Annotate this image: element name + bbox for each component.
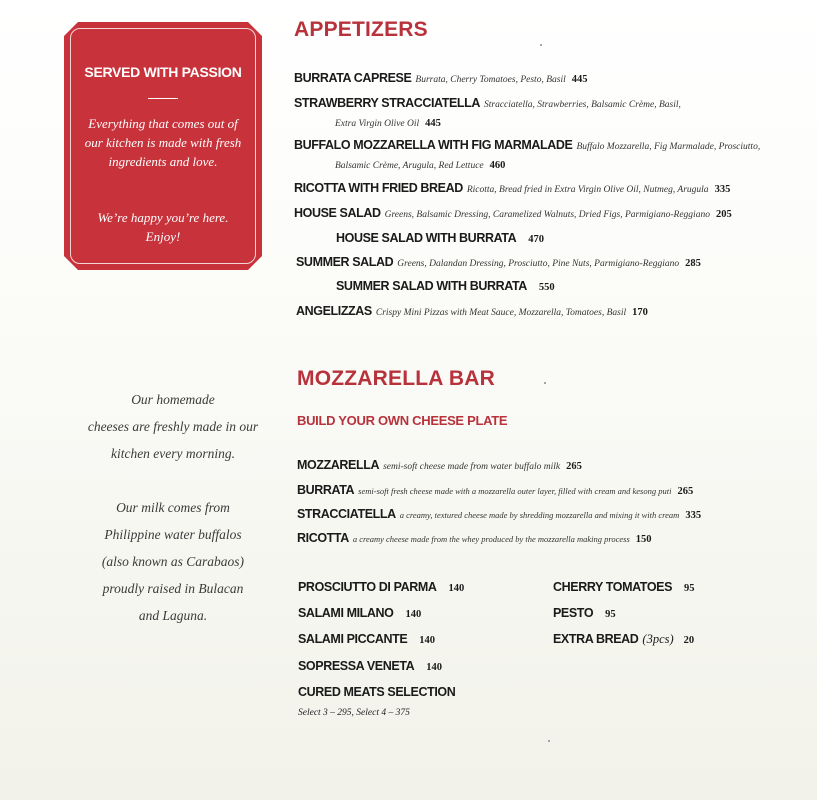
menu-item-strawberry-stracciatella (294, 96, 681, 111)
card-divider (148, 98, 178, 99)
item-price: 95 (605, 609, 616, 620)
item-price: 140 (405, 609, 422, 620)
item-desc: Greens, Balsamic Dressing, Caramelized Walnuts, Dried Figs, Parmigiano-Reggiano (384, 210, 710, 220)
paper-speck (540, 44, 542, 46)
note-line: kitchen every morning. (110, 446, 236, 461)
item-price: 460 (489, 160, 506, 171)
item-price: 140 (426, 662, 442, 673)
milk-source-note (78, 494, 268, 629)
item-price: 285 (685, 258, 701, 269)
menu-item-angelizzas (296, 304, 648, 319)
menu-item-house-salad-burrata (336, 231, 544, 246)
note-line: Our milk comes from (116, 500, 230, 515)
item-price: 140 (448, 583, 465, 594)
item-desc-line2: Extra Virgin Olive Oil (335, 119, 420, 129)
menu-item-burrata-caprese (294, 71, 587, 86)
menu-item-ricotta-fried-bread (294, 181, 730, 196)
served-with-passion-card (64, 22, 262, 270)
item-name: BURRATA CAPRESE (294, 71, 412, 85)
menu-item-house-salad (294, 206, 732, 221)
side-item-extra-bread (553, 632, 694, 647)
item-price: 150 (635, 534, 652, 545)
paper-speck (544, 382, 546, 384)
card-title: SERVED WITH PASSION (84, 64, 242, 80)
item-name: RICOTTA WITH FRIED BREAD (294, 181, 463, 195)
item-name: RICOTTA (297, 531, 349, 545)
item-desc-line2: Balsamic Crème, Arugula, Red Lettuce (335, 161, 484, 171)
item-price: 445 (571, 74, 588, 85)
cheese-item-stracciatella (297, 507, 701, 522)
item-price: 95 (684, 583, 695, 594)
menu-item-summer-salad (296, 255, 701, 270)
item-price: 140 (419, 635, 436, 646)
cured-selection-pricing: Select 3 – 295, Select 4 – 375 (298, 708, 410, 718)
item-desc: Buffalo Mozzarella, Fig Marmalade, Prosciutto, (576, 142, 761, 152)
cheese-plate-subheading: BUILD YOUR OWN CHEESE PLATE (297, 413, 508, 428)
item-name: HOUSE SALAD (294, 206, 381, 220)
appetizers-heading: APPETIZERS (294, 18, 428, 41)
item-desc: Ricotta, Bread fried in Extra Virgin Olive Oil, Nutmeg, Arugula (466, 185, 709, 195)
homemade-cheese-note (78, 386, 268, 467)
meat-item-sopressa-veneta (298, 659, 442, 674)
item-price: 265 (566, 461, 582, 472)
note-line: proudly raised in Bulacan (102, 581, 244, 596)
item-name: SUMMER SALAD (296, 255, 394, 269)
cheese-item-ricotta (297, 531, 652, 546)
note-line: cheeses are freshly made in our (87, 419, 259, 434)
note-line: Our homemade (131, 392, 215, 407)
item-name: STRACCIATELLA (297, 507, 396, 521)
item-desc: Crispy Mini Pizzas with Meat Sauce, Mozzarella, Tomatoes, Basil (375, 308, 627, 318)
item-name: SOPRESSA VENETA (298, 659, 415, 673)
meat-item-salami-piccante (298, 632, 435, 647)
meat-item-salami-milano (298, 606, 421, 621)
item-price: 335 (714, 184, 731, 195)
item-price: 20 (683, 635, 695, 646)
menu-item-summer-salad-burrata (336, 279, 555, 294)
item-name: PROSCIUTTO DI PARMA (298, 580, 437, 594)
cheese-item-burrata (297, 483, 693, 498)
note-line: Philippine water buffalos (104, 527, 242, 542)
note-line: (also known as Carabaos) (101, 554, 245, 569)
menu-item-buffalo-mozzarella-fig (294, 138, 760, 153)
item-desc: a creamy, textured cheese made by shredding mozzarella and mixing it with cream (399, 510, 680, 520)
item-name: EXTRA BREAD (553, 632, 639, 646)
item-price: 205 (715, 209, 732, 220)
item-name: MOZZARELLA (297, 458, 380, 472)
item-name: SALAMI PICCANTE (298, 632, 408, 646)
item-name: CHERRY TOMATOES (553, 580, 673, 594)
meat-item-prosciutto (298, 580, 464, 595)
item-name: BUFFALO MOZZARELLA WITH FIG MARMALADE (294, 138, 573, 152)
meat-item-cured-selection (298, 685, 455, 700)
item-name: HOUSE SALAD WITH BURRATA (336, 231, 517, 245)
item-qty: (3pcs) (642, 632, 674, 646)
item-price: 265 (677, 486, 694, 497)
item-desc: Stracciatella, Strawberries, Balsamic Crème, Basil, (484, 100, 681, 110)
card-text: Everything that comes out of our kitchen is made with fresh ingredients and love. (84, 116, 242, 169)
item-price: 335 (685, 510, 702, 521)
mozzarella-bar-heading: MOZZARELLA BAR (297, 367, 495, 390)
item-desc-continued (335, 160, 505, 171)
item-desc: Greens, Dalandan Dressing, Prosciutto, Pine Nuts, Parmigiano-Reggiano (397, 259, 680, 269)
item-desc: Burrata, Cherry Tomatoes, Pesto, Basil (415, 75, 566, 85)
note-line: and Laguna. (138, 608, 208, 623)
item-price: 170 (632, 307, 648, 318)
item-name: PESTO (553, 606, 594, 620)
cheese-item-mozzarella (297, 458, 582, 473)
item-name: ANGELIZZAS (296, 304, 372, 318)
item-price: 445 (425, 118, 441, 129)
item-desc-continued (335, 118, 441, 129)
side-item-pesto (553, 606, 616, 621)
item-name: SALAMI MILANO (298, 606, 394, 620)
item-name: BURRATA (297, 483, 355, 497)
item-desc: a creamy cheese made from the whey produced by the mozzarella making process (352, 534, 630, 544)
card-text-enjoy: We’re happy you’re here. Enjoy! (97, 210, 229, 244)
item-name: STRAWBERRY STRACCIATELLA (294, 96, 480, 110)
side-item-cherry-tomatoes (553, 580, 695, 595)
item-desc: semi-soft fresh cheese made with a mozzarella outer layer, filled with cream and kesong puti (358, 486, 672, 496)
item-name: CURED MEATS SELECTION (298, 685, 456, 699)
item-name: SUMMER SALAD WITH BURRATA (336, 279, 527, 293)
item-price: 470 (528, 234, 544, 245)
item-desc: semi-soft cheese made from water buffalo milk (383, 462, 561, 472)
item-price: 550 (538, 282, 555, 293)
paper-speck (548, 740, 550, 742)
